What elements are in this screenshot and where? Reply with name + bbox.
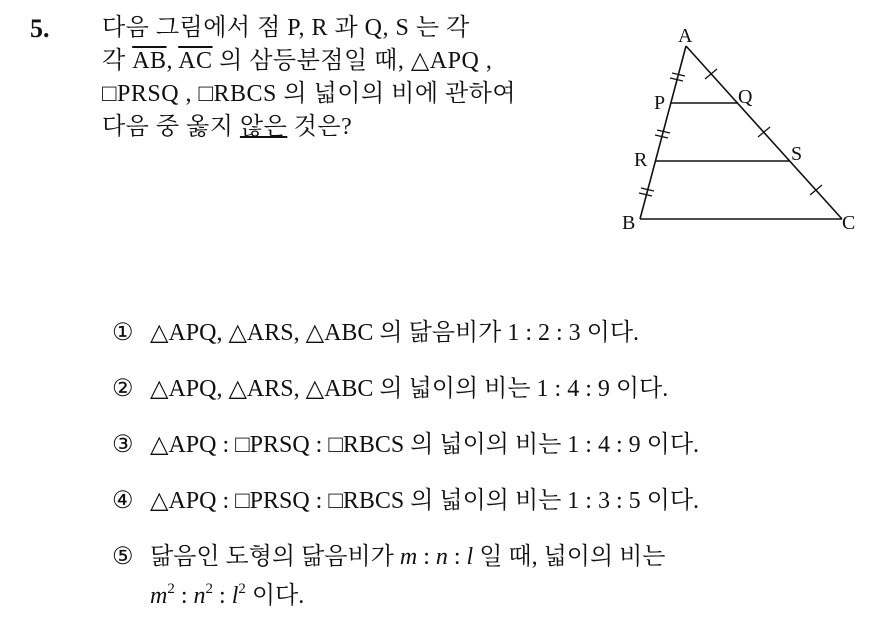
var-n: n: [435, 544, 448, 570]
choice-5-text-b: 일 때, 넓이의 비는: [479, 544, 666, 570]
label-b: B: [622, 212, 636, 234]
stem-line-3: □PRSQ , □RBCS 의 넓이의 비에 관하여: [102, 81, 517, 107]
label-q: Q: [738, 86, 753, 108]
stem-line-2: [102, 45, 582, 78]
stem-line-2-rest: 의 삼등분점일 때, △APQ ,: [219, 48, 493, 74]
stem-line-1: 다음 그림에서 점 P, R 과 Q, S 는 각: [102, 15, 470, 41]
choice-5[interactable]: [112, 540, 872, 613]
question-number: 5.: [30, 14, 50, 43]
exponent: 2: [205, 581, 214, 597]
label-s: S: [791, 143, 803, 165]
var-l: l: [466, 544, 474, 570]
stem-line-2-prefix: 각: [102, 48, 126, 74]
choice-5-text-a: 닮음인 도형의 닮음비가: [150, 544, 394, 570]
label-r: R: [634, 149, 648, 171]
var-m-squared: m: [150, 583, 168, 609]
choice-5-mark: ⑤: [112, 544, 134, 570]
segment-separator: ,: [166, 48, 174, 74]
tick-marks-ac: [705, 69, 822, 195]
choice-4-mark: ④: [112, 488, 134, 514]
choice-5-continuation: [112, 572, 872, 613]
segment-ab: $\overline{AB}$: [132, 48, 167, 74]
choice-3-text: △APQ : □PRSQ : □RBCS 의 넓이의 비는 1 : 4 : 9 이다.: [150, 432, 700, 458]
stem-line-4: [102, 111, 582, 144]
stem-line-4-start: 다음 중 옳지: [102, 114, 234, 140]
side-ab: [640, 46, 686, 219]
choice-4-text: △APQ : □PRSQ : □RBCS 의 넓이의 비는 1 : 3 : 5 이다.: [150, 488, 700, 514]
colon: :: [423, 544, 430, 570]
choice-3[interactable]: [112, 428, 872, 462]
choice-3-mark: ③: [112, 432, 134, 458]
var-l-squared: l: [231, 583, 239, 609]
choice-2[interactable]: [112, 372, 872, 406]
exponent: 2: [167, 581, 175, 597]
colon: :: [180, 583, 188, 609]
underlined-word: 않은: [239, 114, 288, 140]
answer-choices: [112, 316, 872, 635]
label-a: A: [678, 25, 693, 47]
choice-1-mark: ①: [112, 320, 134, 346]
triangle-figure: [600, 20, 870, 245]
segment-ac: $\overline{AC}$: [178, 48, 213, 74]
label-p: P: [654, 92, 666, 114]
colon: :: [219, 583, 226, 609]
choice-2-text: △APQ, △ARS, △ABC 의 넓이의 비는 1 : 4 : 9 이다.: [150, 376, 669, 402]
colon: :: [453, 544, 461, 570]
choice-4[interactable]: [112, 484, 872, 518]
stem-line-4-end: 것은?: [293, 114, 353, 140]
label-c: C: [842, 212, 856, 234]
var-m: m: [399, 544, 418, 570]
question-stem: [102, 12, 582, 144]
choice-1[interactable]: [112, 316, 872, 350]
choice-2-mark: ②: [112, 376, 134, 402]
exponent: 2: [238, 581, 246, 597]
choice-5-text-c: 이다.: [251, 583, 305, 609]
var-n-squared: n: [193, 583, 206, 609]
choice-1-text: △APQ, △ARS, △ABC 의 닮음비가 1 : 2 : 3 이다.: [150, 320, 640, 346]
